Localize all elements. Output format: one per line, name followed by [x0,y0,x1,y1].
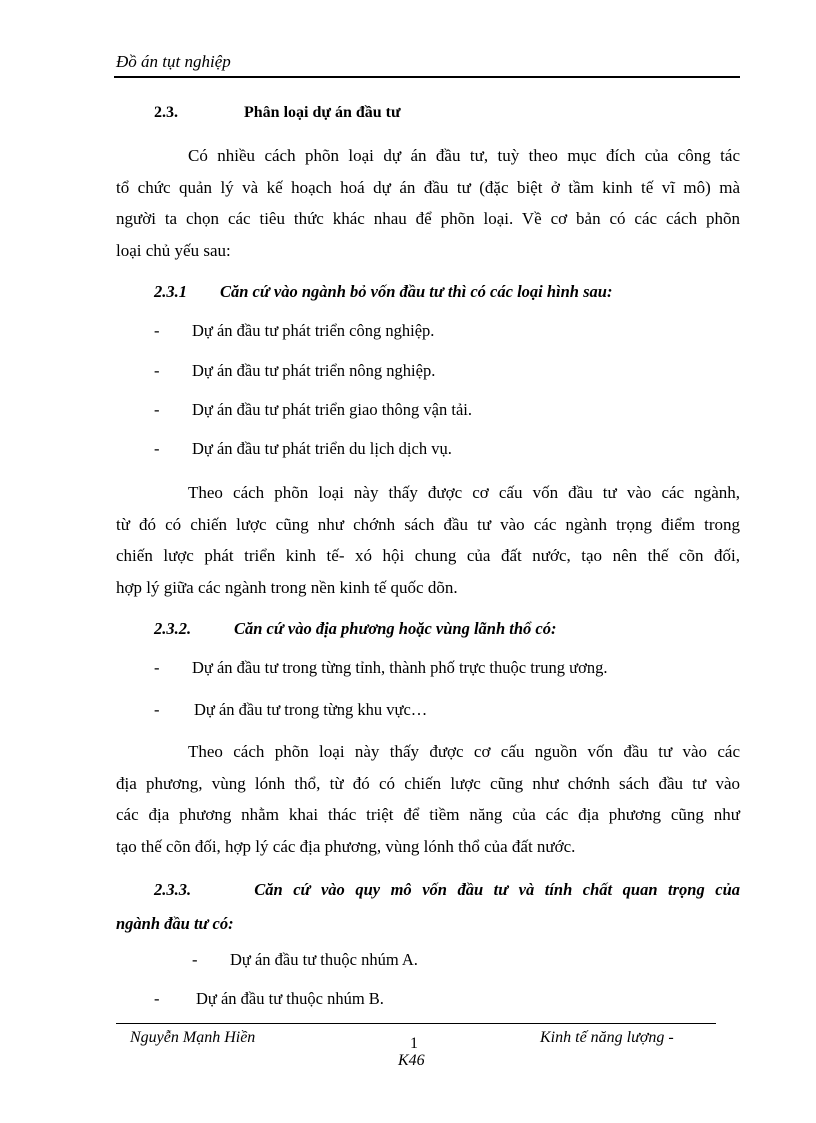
intro-line: tổ chức quản lý và kế hoạch hoá dự án đầu tư (đặc biệt ở tầm kinh tế vĩ mô) mà [116,177,740,197]
footer-rule [116,1023,716,1024]
list-item [154,989,384,1009]
paragraph-line: chiến lược phát triển kinh tế- xó hội chung của đất nước, tạo nên thế cõn đối, [116,546,740,565]
intro-paragraph [116,140,740,266]
intro-line: loại chủ yếu sau: [116,240,231,260]
list-item-text: Dự án đầu tư phát triển nông nghiệp. [192,361,436,380]
header-title: Đồ án tụt nghiệp [116,52,231,71]
header-rule [114,76,740,78]
footer-course-cont: K46 [398,1052,425,1069]
bullet-dash: - [154,361,160,380]
list-item [192,950,418,970]
list-item [154,658,608,678]
list-item [154,361,436,381]
list-item-text: Dự án đầu tư phát triển giao thông vận tải. [192,400,472,419]
subsection-1-paragraph [116,477,740,603]
list-item [154,321,435,341]
bullet-dash: - [154,658,160,677]
bullet-dash: - [154,700,160,719]
subsection-2-title: Căn cứ vào địa phương hoặc vùng lãnh thổ có: [234,619,557,638]
subsection-1-title: Căn cứ vào ngành bỏ vốn đầu tư thì có các loại hình sau: [220,282,613,301]
subsection-1-number: 2.3.1 [154,282,187,301]
bullet-dash: - [154,400,160,419]
bullet-dash: - [154,989,160,1008]
subsection-3-heading [116,873,740,941]
subsection-3-heading-line [116,873,740,907]
paragraph-line: tạo thế cõn đối, hợp lý các địa phương, vùng lónh thổ của đất nước. [116,836,576,856]
list-item-text: Dự án đầu tư thuộc nhúm B. [196,989,384,1008]
list-item-text: Dự án đầu tư trong từng khu vực… [194,700,428,719]
bullet-dash: - [154,321,160,340]
paragraph-line: địa phương, vùng lónh thổ, từ đó có chiến lược cũng như chớnh sách đầu tư vào [116,773,740,793]
subsection-3-number: 2.3.3. [154,880,192,899]
list-item-text: Dự án đầu tư phát triển du lịch dịch vụ. [192,439,452,458]
subsection-2-number: 2.3.2. [154,619,192,638]
paragraph-line: hợp lý giữa các ngành trong nền kinh tế quốc dõn. [116,577,458,597]
list-item [154,700,428,720]
section-title: Phân loại dự án đầu tư [244,104,401,121]
subsection-3-title-cont: ngành đầu tư có: [116,914,234,933]
list-item [154,400,472,420]
paragraph-line: các địa phương nhằm khai thác triệt để tiềm năng của các địa phương cũng như [116,805,740,824]
intro-line: người ta chọn các tiêu thức khác nhau để phõn loại. Về cơ bản có các cách phõn [116,209,740,228]
bullet-dash: - [154,439,160,458]
footer-author: Nguyễn Mạnh Hiền [130,1029,256,1046]
list-item-text: Dự án đầu tư trong từng tỉnh, thành phố trực thuộc trung ương. [192,658,608,677]
paragraph-line: từ đó có chiến lược cũng như chớnh sách đầu tư vào các ngành trọng điểm trong [116,514,740,534]
subsection-2-paragraph [116,736,740,862]
bullet-dash: - [192,950,198,969]
paragraph-line: Theo cách phõn loại này thấy được cơ cấu nguồn vốn đầu tư vào các [188,742,740,761]
list-item-text: Dự án đầu tư phát triển công nghiệp. [192,321,435,340]
footer-course: Kinh tế năng lượng - [540,1029,674,1046]
page-number: 1 [410,1035,418,1052]
list-item-text: Dự án đầu tư thuộc nhúm A. [230,950,418,969]
intro-line: Có nhiều cách phõn loại dự án đầu tư, tuỳ theo mục đích của công tác [188,146,740,165]
section-number: 2.3. [154,104,178,121]
paragraph-line: Theo cách phõn loại này thấy được cơ cấu vốn đầu tư vào các ngành, [188,483,740,502]
list-item [154,439,452,459]
subsection-3-title: Căn cứ vào quy mô vốn đầu tư và tính chất quan trọng của [254,880,741,899]
